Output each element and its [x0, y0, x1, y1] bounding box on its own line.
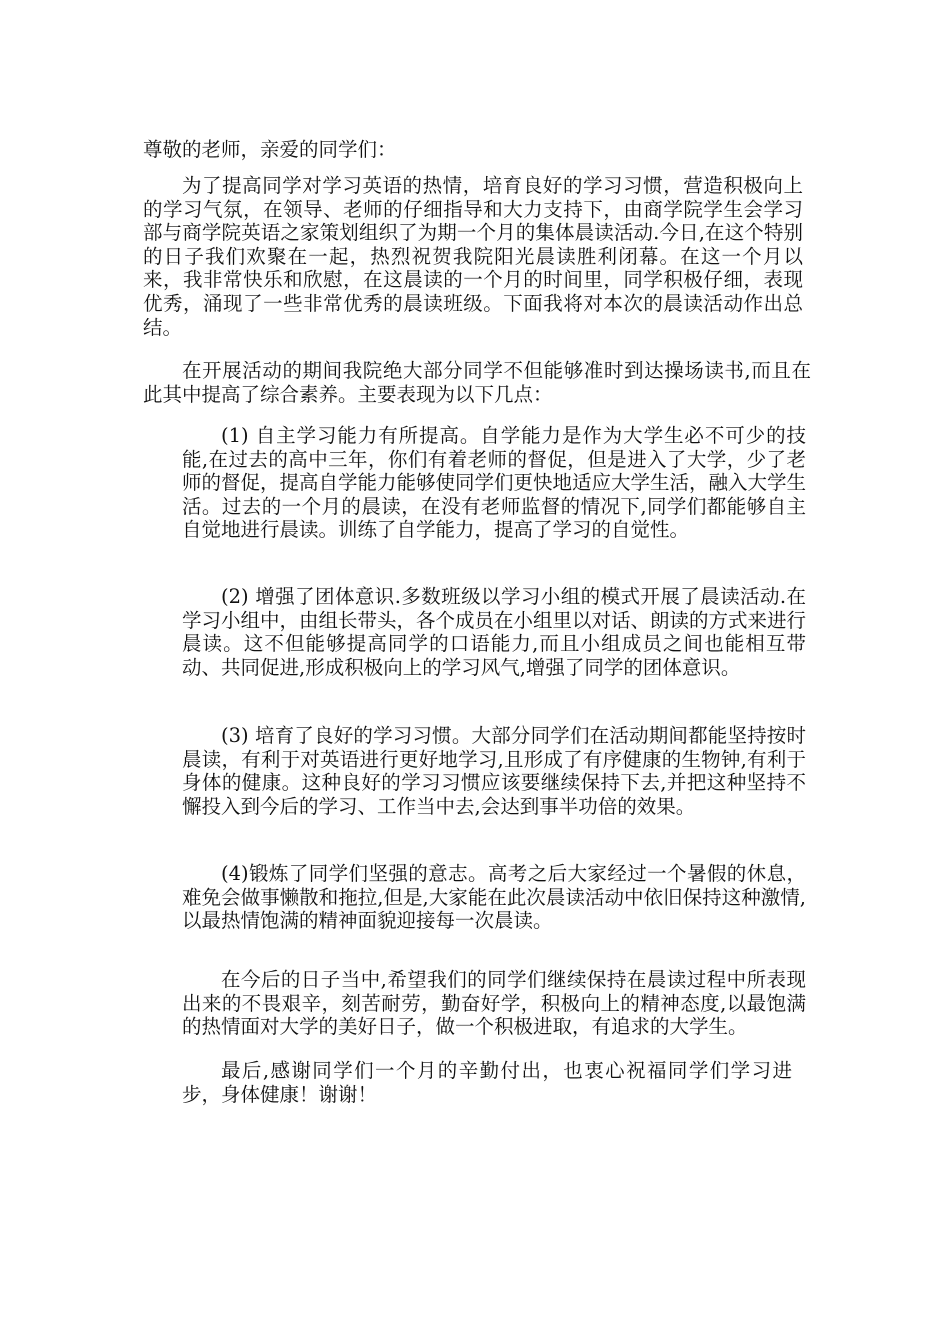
paragraph-point-3: (3) 培育了良好的学习习惯。大部分同学们在活动期间都能坚持按时晨读，有利于对英语进行更好地学习,且形成了有序健康的生物钟,有利于身体的健康。这种良好的学习习惯应该要继续保持下去,并把这种坚持不懈投入到今后的学习、工作当中去,会达到事半功倍的效果。 — [182, 724, 806, 818]
salutation: 尊敬的老师，亲爱的同学们： — [143, 138, 397, 161]
paragraph-closing: 最后,感谢同学们一个月的辛勤付出，也衷心祝福同学们学习进步，身体健康！谢谢！ — [182, 1059, 792, 1106]
paragraph-point-1: (1) 自主学习能力有所提高。自学能力是作为大学生必不可少的技能,在过去的高中三年，你们有着老师的督促，但是进入了大学，少了老师的督促，提高自学能力能够使同学们更快地适应大学生活，融入大学生活。过去的一个月的晨读，在没有老师监督的情况下,同学们都能够自主自觉地进行晨读。训练了自学能力，提高了学习的自觉性。 — [182, 424, 807, 542]
paragraph-hope: 在今后的日子当中,希望我们的同学们继续保持在晨读过程中所表现出来的不畏艰辛，刻苦耐劳，勤奋好学，积极向上的精神态度,以最饱满的热情面对大学的美好日子，做一个积极进取，有追求的大学生。 — [182, 968, 806, 1039]
paragraph-intro: 为了提高同学对学习英语的热情，培育良好的学习习惯，营造积极向上的学习气氛，在领导、老师的仔细指导和大力支持下，由商学院学生会学习部与商学院英语之家策划组织了为期一个月的集体晨读活动.今日,在这个特别的日子我们欢聚在一起，热烈祝贺我院阳光晨读胜利闭幕。在这一个月以来，我非常快乐和欣慰，在这晨读的一个月的时间里，同学积极仔细，表现优秀，涌现了一些非常优秀的晨读班级。下面我将对本次的晨读活动作出总结。 — [143, 174, 803, 339]
paragraph-overview: 在开展活动的期间我院绝大部分同学不但能够准时到达操场读书,而且在此其中提高了综合素养。主要表现为以下几点： — [143, 359, 811, 406]
paragraph-point-4: (4)锻炼了同学们坚强的意志。高考之后大家经过一个暑假的休息，难免会做事懒散和拖拉,但是,大家能在此次晨读活动中依旧保持这种激情,以最热情饱满的精神面貌迎接每一次晨读。 — [182, 862, 806, 933]
paragraph-point-2: (2) 增强了团体意识.多数班级以学习小组的模式开展了晨读活动.在学习小组中，由组长带头，各个成员在小组里以对话、朗读的方式来进行晨读。这不但能够提高同学的口语能力,而且小组成员之间也能相互带动、共同促进,形成积极向上的学习风气,增强了同学的团体意识。 — [182, 585, 807, 679]
